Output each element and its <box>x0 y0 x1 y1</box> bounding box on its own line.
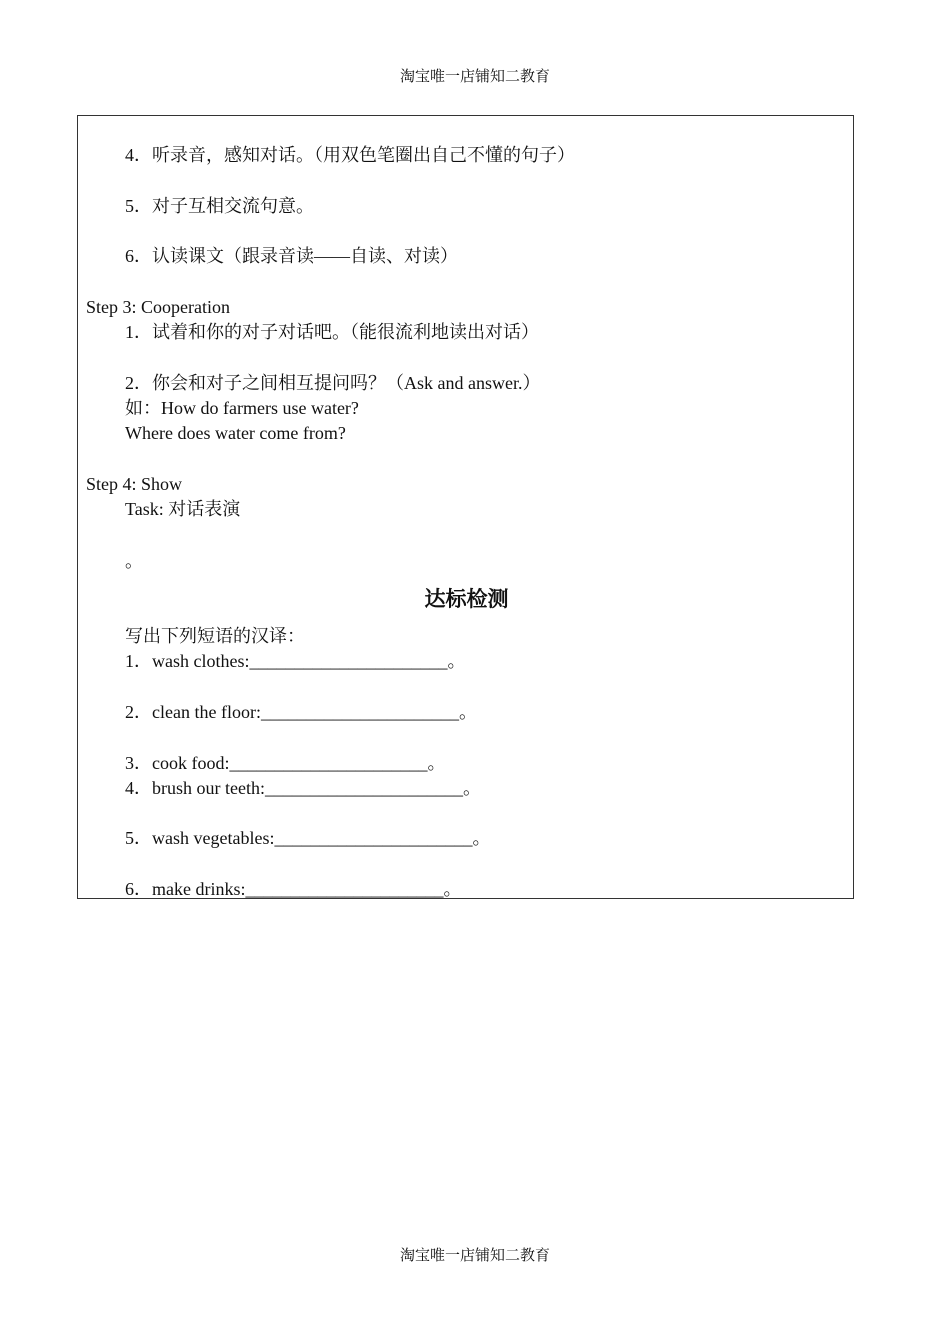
test-item-5: 5．wash vegetables:______________________。 <box>125 828 491 848</box>
test-item-2: 2．clean the floor:______________________。 <box>125 702 477 722</box>
step3-example-2: Where does water come from? <box>125 423 346 443</box>
step3-example-1: 如：How do farmers use water? <box>125 398 359 418</box>
step4-heading: Step 4: Show <box>86 474 183 494</box>
test-item-1: 1．wash clothes:______________________。 <box>125 651 466 671</box>
page-footer: 淘宝唯一店铺知二教育 <box>399 1248 550 1264</box>
step4-task: Task: 对话表演 <box>125 499 241 519</box>
step4-dot: 。 <box>125 551 143 571</box>
test-item-6: 6．make drinks:______________________。 <box>125 879 462 899</box>
test-title: 达标检测 <box>424 587 509 611</box>
step3-item-1: 1．试着和你的对子对话吧。（能很流利地读出对话） <box>125 322 539 342</box>
step2-item-6: 6．认读课文（跟录音读——自读、对读） <box>125 246 458 266</box>
step2-item-4: 4．听录音，感知对话。（用双色笔圈出自己不懂的句子） <box>125 145 575 165</box>
lesson-content-box <box>77 115 854 899</box>
page-header: 淘宝唯一店铺知二教育 <box>399 69 550 85</box>
step3-item-2: 2．你会和对子之间相互提问吗？（Ask and answer.） <box>125 373 541 393</box>
step2-item-5: 5．对子互相交流句意。 <box>125 196 314 216</box>
test-item-3: 3．cook food:______________________。 <box>125 753 446 773</box>
test-item-4: 4．brush our teeth:______________________。 <box>125 778 481 798</box>
step3-heading: Step 3: Cooperation <box>86 297 230 317</box>
test-instruction: 写出下列短语的汉译： <box>125 626 305 646</box>
